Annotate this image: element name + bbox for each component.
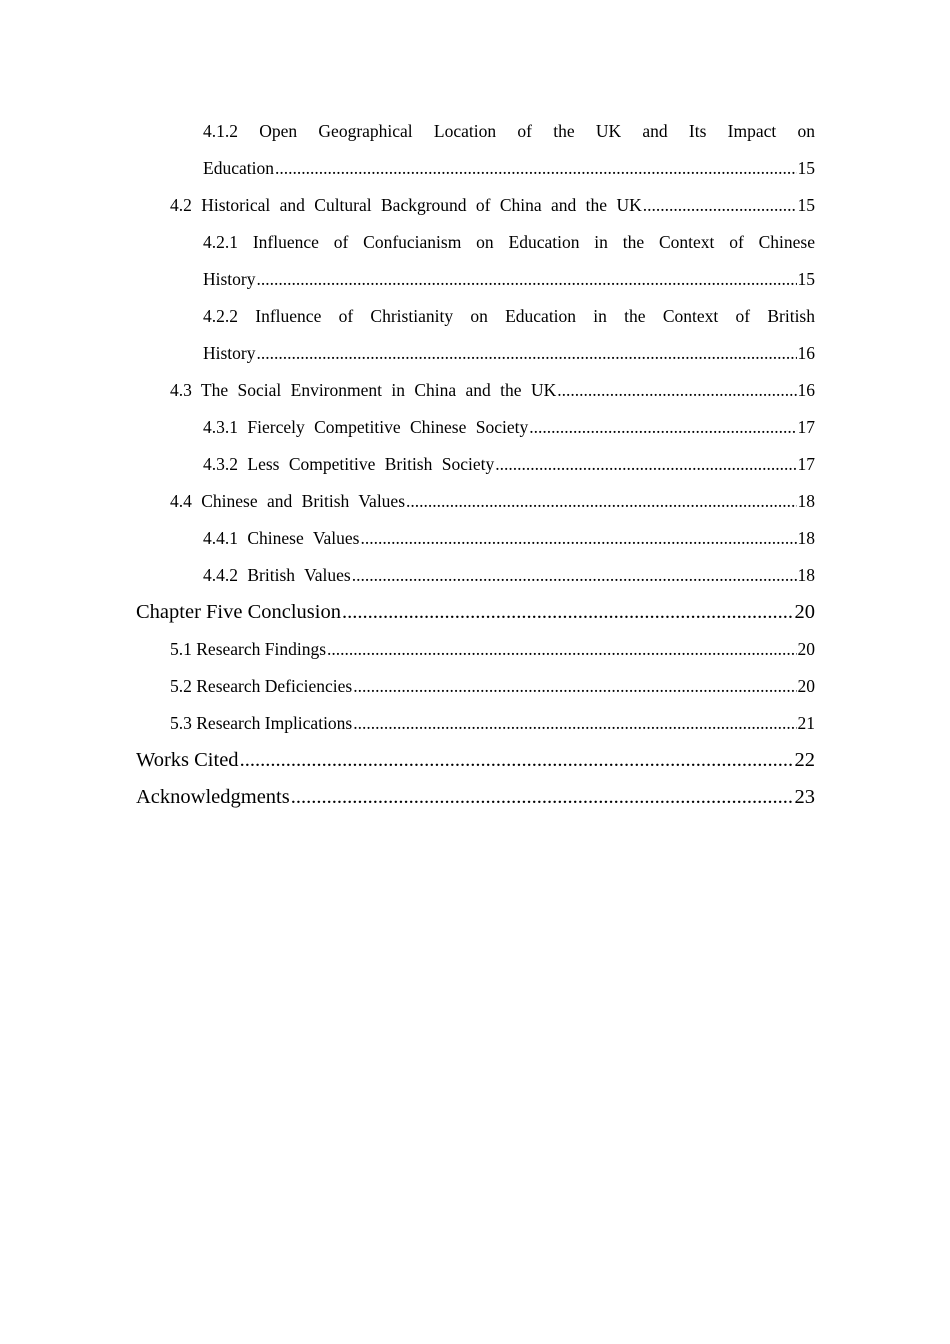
toc-entry-5-3[interactable] — [136, 705, 815, 742]
toc-page-number: 17 — [797, 454, 815, 474]
dot-leader — [257, 335, 797, 372]
toc-entry-title: 5.3 Research Implications — [170, 713, 353, 733]
toc-entry-title-continued: History — [203, 269, 256, 289]
toc-entry-4-3-1[interactable] — [136, 409, 815, 446]
dot-leader — [275, 150, 797, 187]
toc-entry-title-continued: History — [203, 343, 256, 363]
toc-page-number: 20 — [794, 601, 815, 623]
toc-page-number: 20 — [797, 676, 815, 696]
toc-entry-chapter-five[interactable] — [136, 594, 815, 631]
toc-page-number: 23 — [794, 786, 815, 808]
dot-leader — [557, 372, 796, 409]
toc-entry-4-2-1[interactable] — [136, 224, 815, 298]
toc-entry-5-1[interactable] — [136, 631, 815, 668]
dot-leader — [360, 520, 796, 557]
dot-leader — [643, 187, 797, 224]
toc-page-number: 16 — [797, 343, 815, 363]
toc-entry-4-4[interactable] — [136, 483, 815, 520]
toc-entry-title: 4.2.1 Influence of Confucianism on Education in the Context of Chinese — [203, 232, 815, 252]
toc-entry-acknowledgments[interactable] — [136, 779, 815, 816]
toc-entry-4-4-2[interactable] — [136, 557, 815, 594]
dot-leader — [342, 594, 794, 631]
toc-page-number: 18 — [797, 491, 815, 511]
toc-entry-title: 5.2 Research Deficiencies — [170, 676, 353, 696]
toc-entry-title: 4.3.2 Less Competitive British Society — [203, 454, 495, 474]
toc-entry-title: 4.4 Chinese and British Values — [170, 491, 406, 511]
toc-page-number: 22 — [794, 749, 815, 771]
toc-entry-title: Acknowledgments — [136, 786, 290, 808]
toc-entry-title: 4.3 The Social Environment in China and the UK — [170, 380, 557, 400]
toc-entry-4-4-1[interactable] — [136, 520, 815, 557]
dot-leader — [240, 742, 794, 779]
toc-entry-title: 5.1 Research Findings — [170, 639, 327, 659]
toc-page-number: 15 — [797, 195, 815, 215]
toc-entry-4-2-2[interactable] — [136, 298, 815, 372]
toc-entry-title: 4.2 Historical and Cultural Background of China and the UK — [170, 195, 642, 215]
toc-entry-4-2[interactable] — [136, 187, 815, 224]
dot-leader — [257, 261, 797, 298]
table-of-contents — [136, 113, 815, 816]
toc-entry-title: Works Cited — [136, 749, 239, 771]
toc-entry-title: 4.2.2 Influence of Christianity on Education in the Context of British — [203, 306, 815, 326]
dot-leader — [529, 409, 796, 446]
dot-leader — [353, 705, 796, 742]
toc-entry-title: Chapter Five Conclusion — [136, 601, 341, 623]
toc-entry-4-1-2[interactable] — [136, 113, 815, 187]
toc-entry-title: 4.4.2 British Values — [203, 565, 351, 585]
toc-entry-title: 4.1.2 Open Geographical Location of the UK and Its Impact on — [203, 121, 815, 141]
toc-entry-works-cited[interactable] — [136, 742, 815, 779]
toc-entry-title: 4.4.1 Chinese Values — [203, 528, 360, 548]
toc-page-number: 16 — [797, 380, 815, 400]
toc-entry-title-continued: Education — [203, 158, 274, 178]
dot-leader — [327, 631, 796, 668]
toc-page-number: 18 — [797, 528, 815, 548]
toc-page-number: 15 — [797, 269, 815, 289]
dot-leader — [353, 668, 796, 705]
toc-page-number: 15 — [797, 158, 815, 178]
toc-page-number: 21 — [797, 713, 815, 733]
dot-leader — [291, 779, 794, 816]
toc-entry-title: 4.3.1 Fiercely Competitive Chinese Society — [203, 417, 529, 437]
dot-leader — [406, 483, 796, 520]
toc-page-number: 20 — [797, 639, 815, 659]
toc-entry-4-3-2[interactable] — [136, 446, 815, 483]
toc-entry-5-2[interactable] — [136, 668, 815, 705]
dot-leader — [495, 446, 796, 483]
dot-leader — [352, 557, 797, 594]
toc-entry-4-3[interactable] — [136, 372, 815, 409]
toc-page-number: 18 — [797, 565, 815, 585]
toc-page-number: 17 — [797, 417, 815, 437]
